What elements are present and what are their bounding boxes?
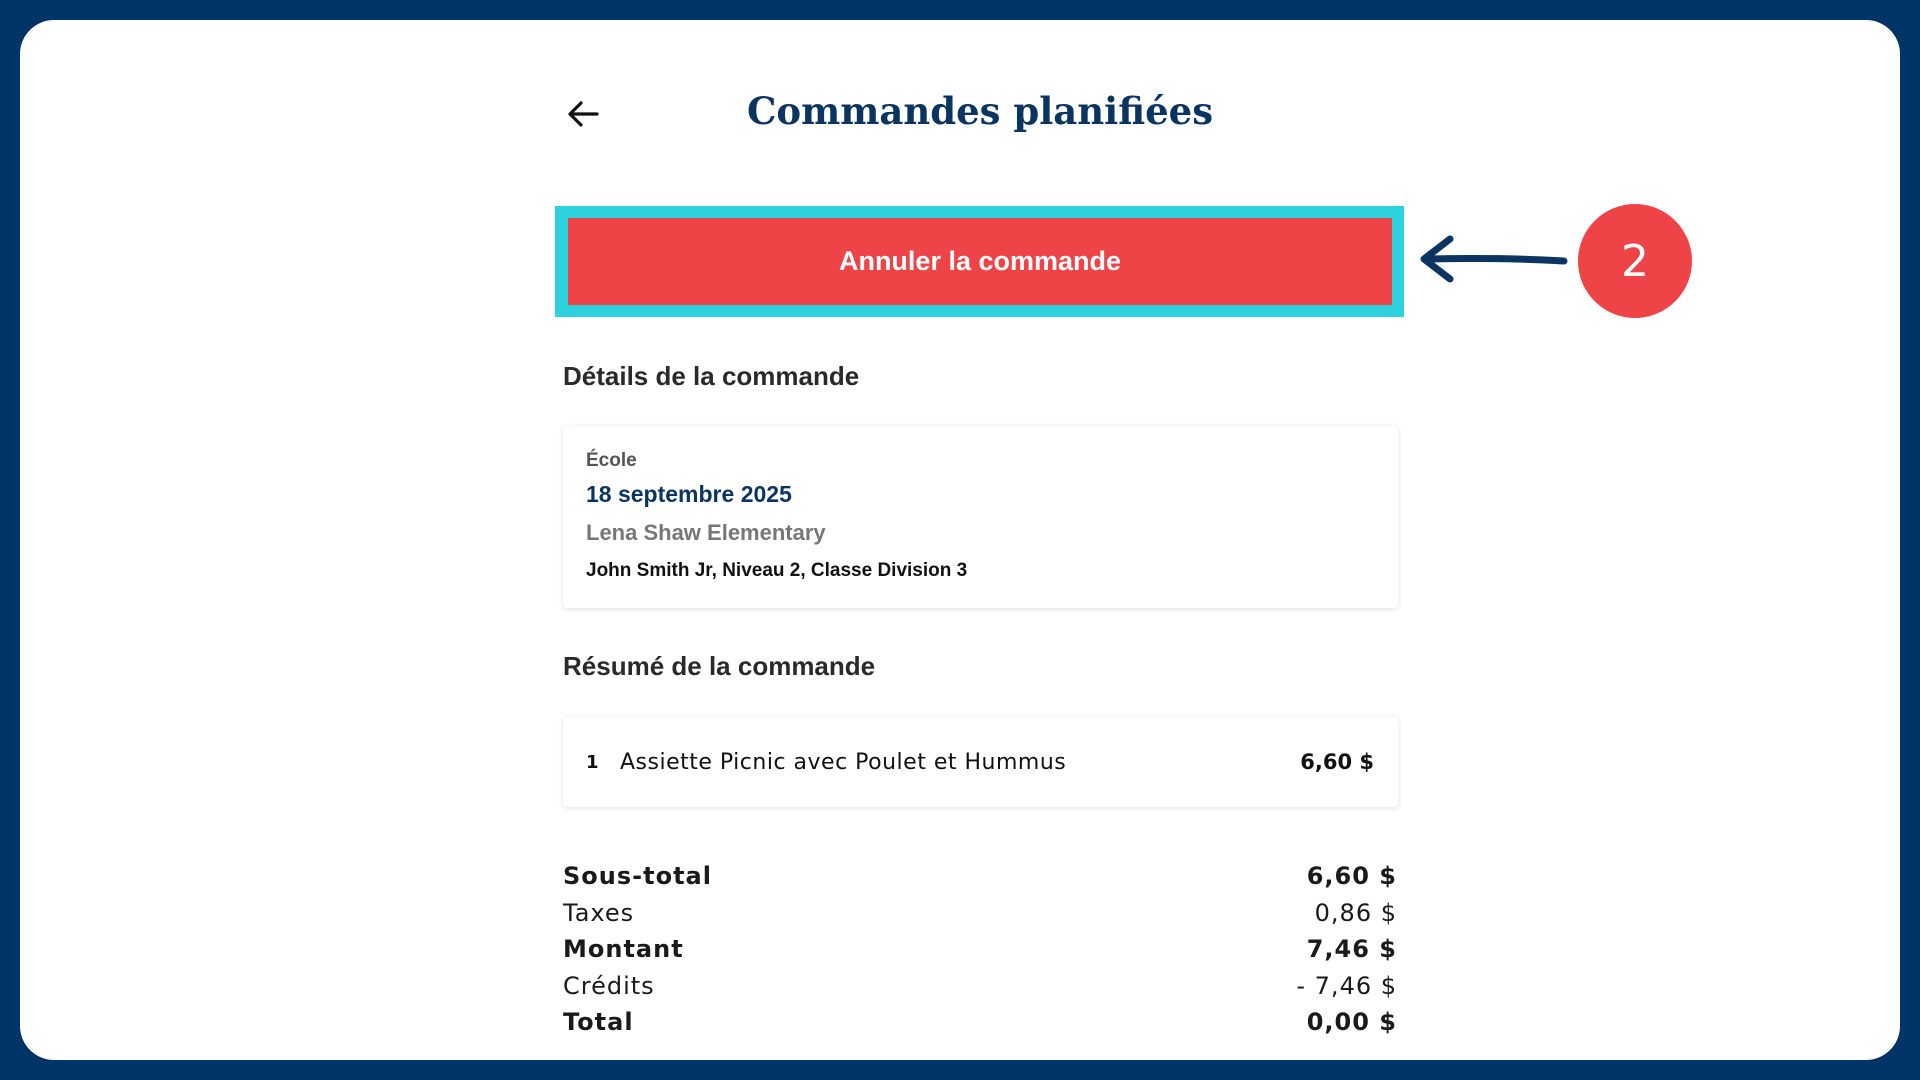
item-quantity: 1 xyxy=(586,751,599,773)
total-row xyxy=(563,1004,1397,1041)
credits-value: - 7,46 $ xyxy=(1296,971,1397,1000)
student-info: John Smith Jr, Niveau 2, Classe Division 3 xyxy=(586,560,968,581)
taxes-value: 0,86 $ xyxy=(1314,898,1397,927)
cancel-order-button[interactable]: Annuler la commande xyxy=(568,218,1392,305)
step-badge: 2 xyxy=(1578,204,1692,318)
arrow-left-icon xyxy=(565,96,601,132)
subtotal-row xyxy=(563,858,1397,895)
amount-value: 7,46 $ xyxy=(1306,935,1397,963)
subtotal-value: 6,60 $ xyxy=(1306,862,1397,890)
total-label: Total xyxy=(563,1008,634,1036)
back-button[interactable] xyxy=(561,92,605,136)
amount-label: Montant xyxy=(563,935,684,963)
totals-section xyxy=(563,858,1397,1041)
item-price: 6,60 $ xyxy=(1300,750,1374,774)
order-summary-heading: Résumé de la commande xyxy=(563,651,876,681)
order-date: 18 septembre 2025 xyxy=(586,481,792,507)
taxes-label: Taxes xyxy=(563,898,635,927)
item-name: Assiette Picnic avec Poulet et Hummus xyxy=(620,749,1067,775)
amount-row xyxy=(563,931,1397,968)
school-name: Lena Shaw Elementary xyxy=(586,520,826,545)
total-value: 0,00 $ xyxy=(1306,1008,1397,1036)
order-details-heading: Détails de la commande xyxy=(563,361,860,391)
subtotal-label: Sous-total xyxy=(563,862,712,890)
page-title: Commandes planifiées xyxy=(746,89,1214,133)
credits-row xyxy=(563,968,1397,1005)
arrow-left-annotation-icon xyxy=(1410,235,1570,285)
credits-label: Crédits xyxy=(563,971,655,1000)
details-label: École xyxy=(586,450,637,471)
order-details-card xyxy=(563,426,1398,608)
screen-frame xyxy=(20,20,1900,1060)
summary-item-row xyxy=(563,717,1398,807)
taxes-row xyxy=(563,895,1397,932)
